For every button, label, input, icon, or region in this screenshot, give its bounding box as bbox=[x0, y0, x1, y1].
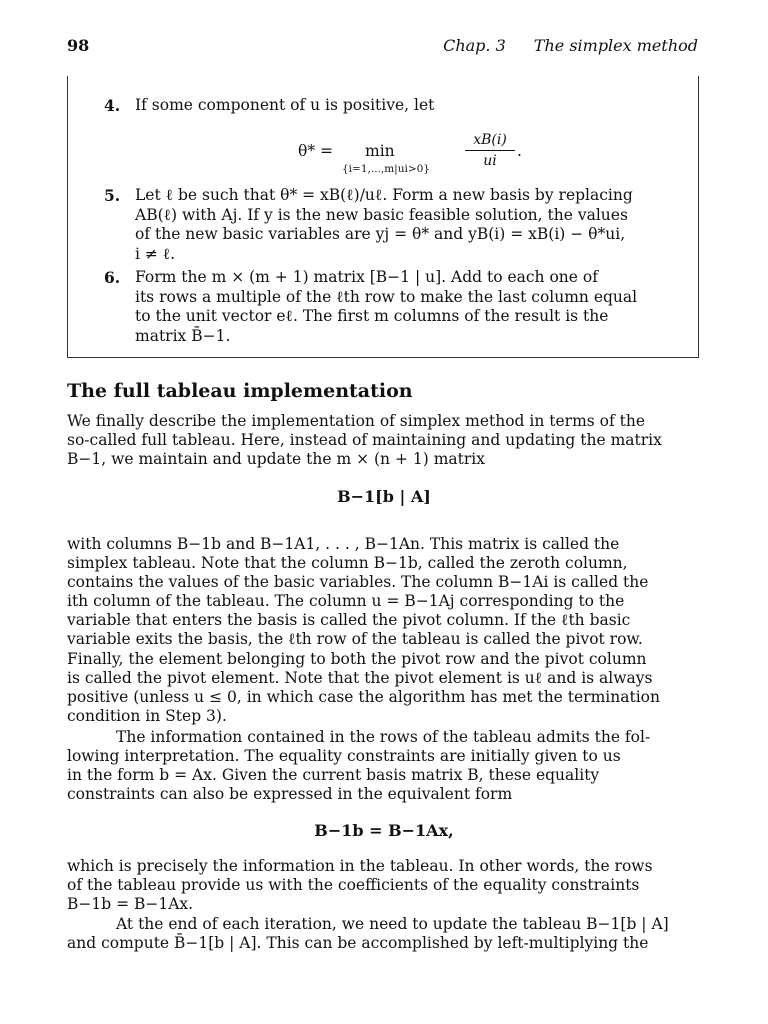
paragraph-line: variable exits the basis, the ℓth row of the tableau is called the pivot row. bbox=[67, 630, 643, 649]
paragraph-line: positive (unless u ≤ 0, in which case the algorithm has met the termination bbox=[67, 687, 660, 706]
paragraph-line: is called the pivot element. Note that the pivot element is uℓ and is always bbox=[67, 668, 653, 687]
step-text: If some component of u is positive, let bbox=[135, 96, 435, 114]
page-number: 98 bbox=[67, 36, 90, 55]
paragraph-line: condition in Step 3). bbox=[67, 706, 227, 725]
paragraph-line: and compute B̄−1[b | A]. This can be accomplished by left-multiplying the bbox=[67, 934, 649, 953]
paragraph-line: B−1b = B−1Ax. bbox=[67, 895, 194, 914]
step-number: 4. bbox=[104, 96, 121, 115]
chapter-label: Chap. 3 bbox=[443, 36, 506, 55]
step-line: to the unit vector eℓ. The first m columns of the result is the bbox=[135, 307, 609, 325]
paragraph-line: constraints can also be expressed in the equivalent form bbox=[67, 785, 513, 804]
running-header bbox=[67, 36, 698, 58]
equation-denominator: ui bbox=[483, 153, 497, 169]
paragraph-line: The information contained in the rows of the tableau admits the fol- bbox=[116, 728, 651, 746]
paragraph-line: contains the values of the basic variables. The column B−1Ai is called the bbox=[67, 573, 649, 592]
display-equation-constraints: B−1b = B−1Ax, bbox=[314, 821, 454, 840]
equation-lhs: θ* = bbox=[298, 142, 333, 160]
display-equation-tableau: B−1[b | A] bbox=[337, 487, 431, 506]
step-line: matrix B̄−1. bbox=[135, 326, 231, 345]
theta-equation bbox=[298, 132, 598, 176]
paragraph-line: of the tableau provide us with the coefficients of the equality constraints bbox=[67, 876, 640, 895]
step-line: its rows a multiple of the ℓth row to make the last column equal bbox=[135, 287, 638, 306]
paragraph-iteration-update bbox=[67, 915, 698, 953]
equation-fraction bbox=[465, 132, 515, 169]
paragraph-line: variable that enters the basis is called the pivot column. If the ℓth basic bbox=[67, 611, 631, 630]
paragraph-line: which is precisely the information in the tableau. In other words, the rows bbox=[67, 857, 653, 875]
step-line: Form the m × (m + 1) matrix [B−1 | u]. Add to each one of bbox=[135, 268, 598, 286]
algorithm-step-4 bbox=[104, 96, 684, 116]
step-line: Let ℓ be such that θ* = xB(ℓ)/uℓ. Form a new basis by replacing bbox=[135, 186, 633, 204]
paragraph-tableau-info bbox=[67, 857, 698, 914]
section-title: The full tableau implementation bbox=[67, 380, 413, 402]
algorithm-step-6 bbox=[104, 268, 684, 346]
equation-min-operator: min bbox=[365, 142, 395, 160]
paragraph-simplex-tableau bbox=[67, 535, 698, 726]
paragraph-line: in the form b = Ax. Given the current basis matrix B, these equality bbox=[67, 766, 600, 785]
algorithm-box bbox=[67, 76, 699, 358]
step-line: of the new basic variables are yj = θ* and yB(i) = xB(i) − θ*ui, bbox=[135, 225, 626, 243]
equation-numerator: xB(i) bbox=[465, 132, 515, 151]
paragraph-intro bbox=[67, 412, 698, 469]
paragraph-line: At the end of each iteration, we need to update the tableau B−1[b | A] bbox=[116, 915, 669, 933]
step-line: AB(ℓ) with Aj. If y is the new basic feasible solution, the values bbox=[135, 205, 628, 224]
equation-period: . bbox=[517, 142, 522, 160]
paragraph-line: so-called full tableau. Here, instead of maintaining and updating the matrix bbox=[67, 431, 662, 450]
step-number: 5. bbox=[104, 186, 121, 205]
paragraph-line: with columns B−1b and B−1A1, . . . , B−1An. This matrix is called the bbox=[67, 535, 620, 553]
equation-min-subscript: {i=1,...,m|ui>0} bbox=[342, 163, 430, 175]
paragraph-line: B−1, we maintain and update the m × (n + 1) matrix bbox=[67, 450, 485, 469]
paragraph-line: simplex tableau. Note that the column B−1b, called the zeroth column, bbox=[67, 554, 628, 573]
paragraph-line: Finally, the element belonging to both the pivot row and the pivot column bbox=[67, 649, 647, 668]
chapter-heading bbox=[443, 36, 698, 55]
algorithm-step-5 bbox=[104, 186, 684, 264]
step-number: 6. bbox=[104, 268, 121, 287]
paragraph-interpretation bbox=[67, 728, 698, 804]
paragraph-line: ith column of the tableau. The column u = B−1Aj corresponding to the bbox=[67, 592, 625, 611]
chapter-title: The simplex method bbox=[533, 36, 698, 55]
step-line: i ≠ ℓ. bbox=[135, 244, 176, 263]
paragraph-line: We finally describe the implementation of simplex method in terms of the bbox=[67, 412, 646, 430]
paragraph-line: lowing interpretation. The equality constraints are initially given to us bbox=[67, 747, 621, 766]
